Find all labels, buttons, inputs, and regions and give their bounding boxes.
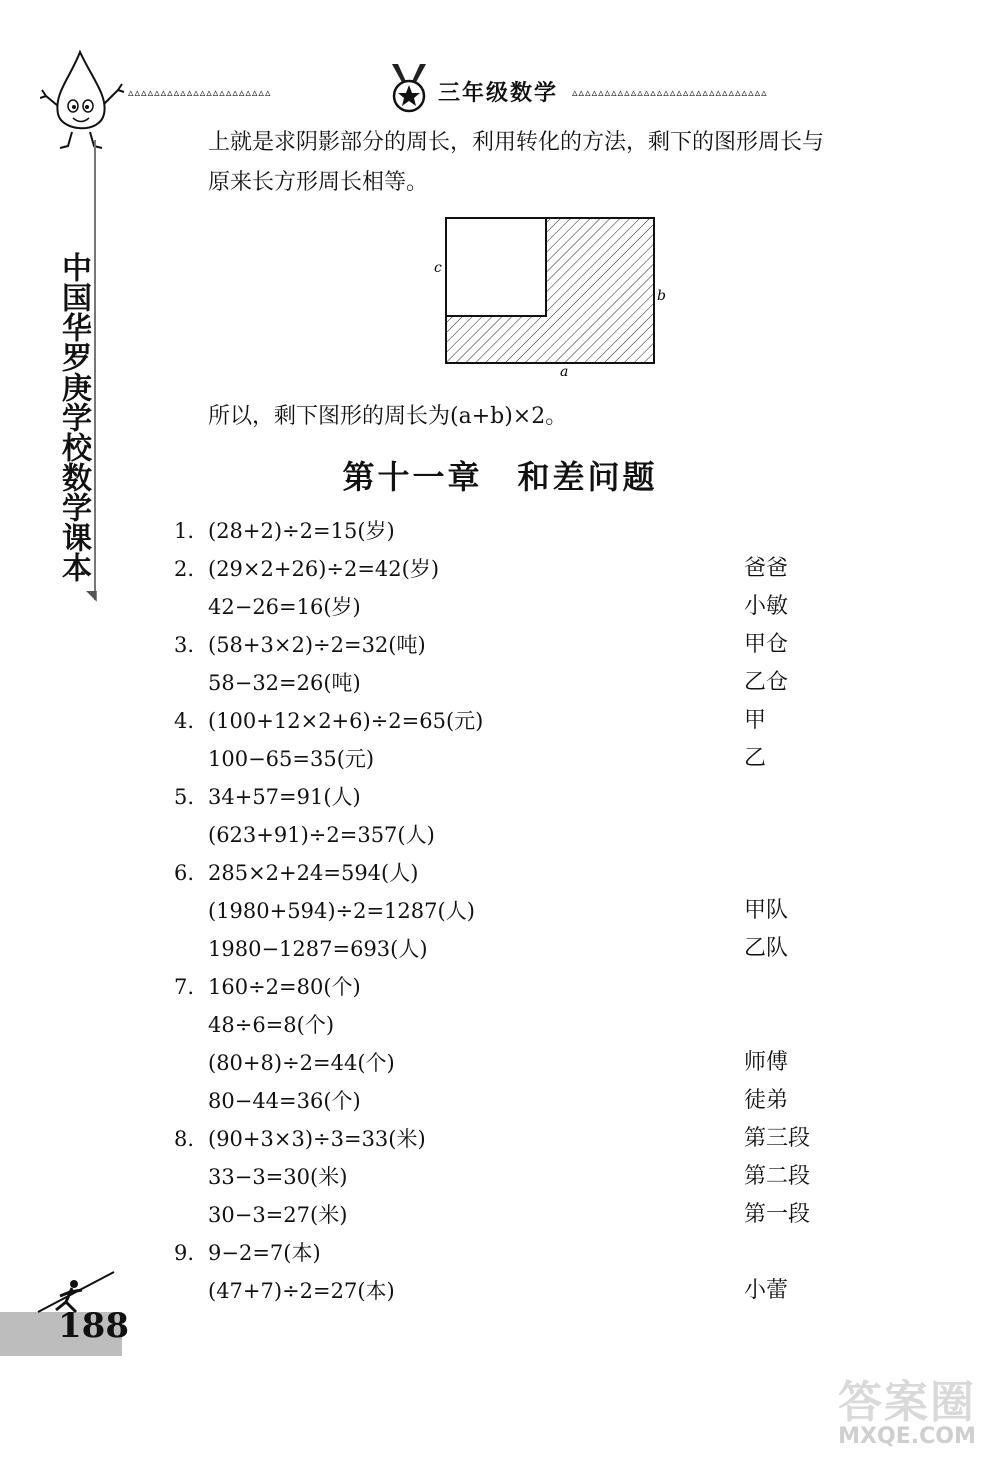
answer-number: 2. [174,557,195,581]
answer-label: 爸爸 [744,556,789,581]
answer-label: 第一段 [744,1202,811,1227]
answer-equation: 34+57=91(人) [208,785,361,809]
answer-equation: 48÷6=8(个) [208,1013,335,1037]
answer-number: 5. [174,785,195,809]
header-decor-right: ▵▵▵▵▵▵▵▵▵▵▵▵▵▵▵▵▵▵▵▵▵▵▵▵▵▵▵▵▵▵ [572,86,768,99]
mascot-icon [40,48,125,153]
answer-label: 乙队 [744,936,789,961]
answer-line [174,664,361,702]
answer-line [174,1082,361,1120]
answer-equation: (80+8)÷2=44(个) [208,1051,395,1075]
answer-equation: (623+91)÷2=357(人) [208,823,435,847]
answer-line [174,588,361,626]
answer-equation: (100+12×2+6)÷2=65(元) [208,709,484,733]
label-a: a [560,364,569,380]
intro-line-2: 原来长方形周长相等。 [208,170,429,195]
answer-line [174,1044,395,1082]
answer-equation: (29×2+26)÷2=42(岁) [208,557,440,581]
answer-label: 第二段 [744,1164,811,1189]
answer-line [174,702,483,740]
shaded-region-bottom [446,316,546,363]
answer-line [174,626,426,664]
answer-line [174,816,435,854]
answer-equation: 9−2=7(本) [208,1241,321,1265]
answer-label: 甲仓 [744,632,789,657]
answer-line [174,930,428,968]
answer-line [174,512,395,550]
answer-line [174,778,361,816]
chapter-title: 第十一章 和差问题 [342,458,658,496]
answer-equation: (28+2)÷2=15(岁) [208,519,395,543]
answer-label: 小蕾 [744,1278,789,1303]
answer-label: 第三段 [744,1126,811,1151]
answer-number: 8. [174,1127,195,1151]
shaded-region-right [546,218,654,363]
answer-number: 9. [174,1241,195,1265]
answer-equation: (1980+594)÷2=1287(人) [208,899,475,923]
cut-out-square [446,218,546,316]
answer-equation: 285×2+24=594(人) [208,861,419,885]
page-number: 188 [58,1306,129,1346]
answer-line [174,1006,334,1044]
margin-divider [94,140,96,600]
intro-line-1: 上就是求阴影部分的周长，利用转化的方法，剩下的图形周长与 [208,130,825,155]
answer-label: 小敏 [744,594,789,619]
book-series-title: 中国华罗庚学校数学课本 [56,252,91,582]
watermark-url: MXQE.COM [838,1424,976,1449]
watermark [822,1377,992,1450]
answer-line [174,1158,347,1196]
answer-line [174,550,439,588]
answer-equation: (90+3×3)÷3=33(米) [208,1127,426,1151]
medal-icon [384,62,434,114]
answer-equation: 1980−1287=693(人) [208,937,428,961]
answer-equation: 58−32=26(吨) [208,671,361,695]
answer-equation: 33−3=30(米) [208,1165,348,1189]
answer-number: 1. [174,519,195,543]
answer-equation: 30−3=27(米) [208,1203,348,1227]
header-title: 三年级数学 [438,81,559,106]
answer-line [174,892,475,930]
answer-line [174,740,374,778]
answer-line [174,1272,395,1310]
answer-line [174,1196,347,1234]
answer-line [174,1234,321,1272]
answer-line [174,968,361,1006]
label-c: c [434,260,442,276]
answer-equation: 42−26=16(岁) [208,595,361,619]
answer-equation: (47+7)÷2=27(本) [208,1279,395,1303]
answer-equation: (58+3×2)÷2=32(吨) [208,633,426,657]
margin-arrow-icon: ◥ [86,588,97,604]
answer-equation: 100−65=35(元) [208,747,375,771]
answer-label: 甲 [744,708,767,733]
answer-equation: 80−44=36(个) [208,1089,361,1113]
answer-label: 师傅 [744,1050,789,1075]
conclusion-text: 所以，剩下图形的周长为(a+b)×2。 [208,404,568,429]
label-b: b [657,288,666,304]
watermark-logo: 答案圈 [838,1377,976,1428]
answer-line [174,854,418,892]
rectangle-figure [430,210,670,380]
answer-number: 6. [174,861,195,885]
answer-label: 乙 [744,746,767,771]
answer-number: 4. [174,709,195,733]
answer-number: 7. [174,975,195,999]
answer-label: 甲队 [744,898,789,923]
answer-number: 3. [174,633,195,657]
answer-label: 乙仓 [744,670,789,695]
header-decor-left: ▵▵▵▵▵▵▵▵▵▵▵▵▵▵▵▵▵▵▵▵▵▵ [128,86,272,99]
answer-line [174,1120,426,1158]
answer-label: 徒弟 [744,1088,789,1113]
answer-equation: 160÷2=80(个) [208,975,361,999]
